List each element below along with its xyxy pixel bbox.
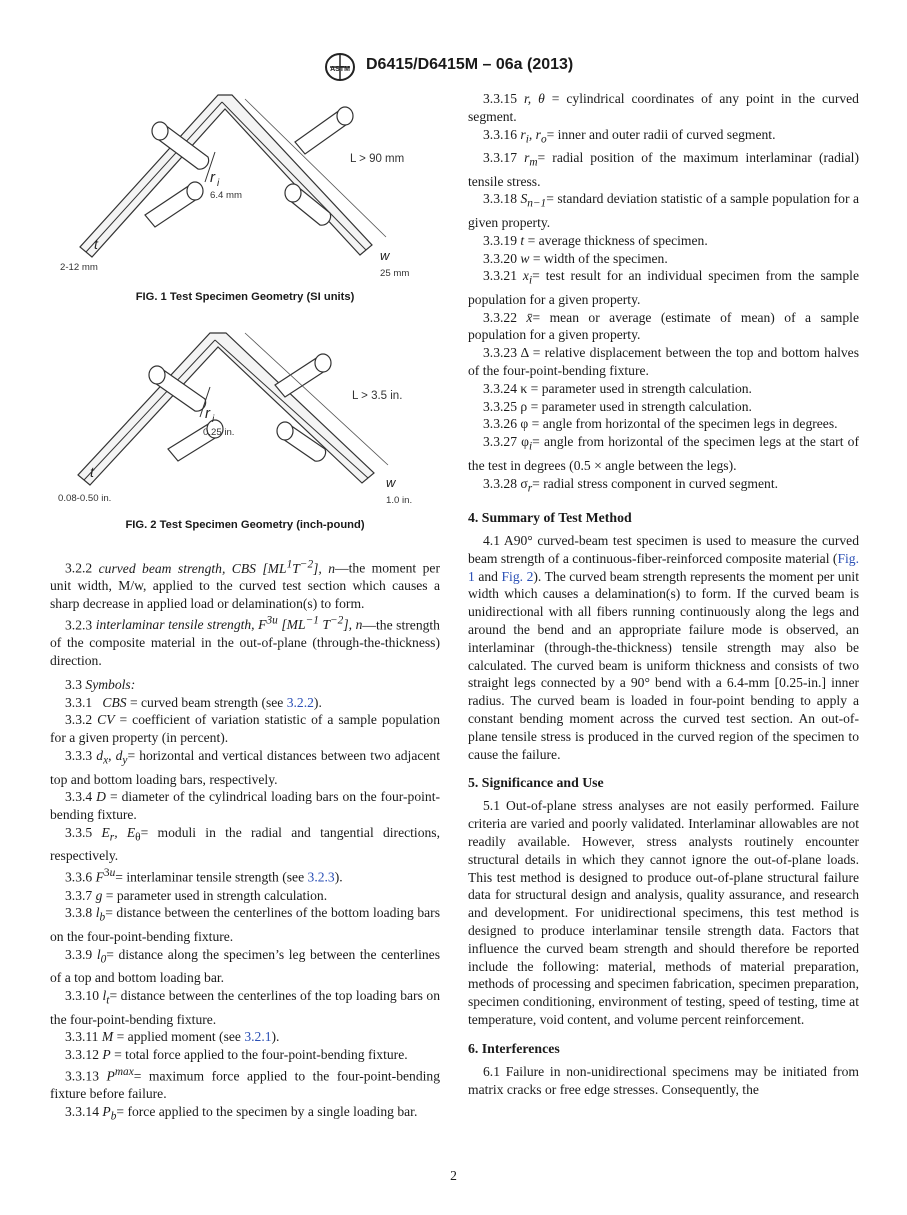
fig1-thickness-value: 2-12 mm bbox=[60, 262, 98, 273]
fig1-radius-symbol: r bbox=[210, 169, 215, 186]
section-4-heading: 4. Summary of Test Method bbox=[468, 510, 632, 526]
section-5-heading: 5. Significance and Use bbox=[468, 775, 604, 791]
symbol-3-3-4: 3.3.4 D = diameter of the cylindrical loading bars on the four-point-bending fixture. bbox=[50, 789, 440, 823]
symbol-3-3-18: 3.3.18 $S_{n-1}=$ standard deviation statistic of a sample population for a given property. bbox=[468, 191, 859, 230]
fig1-thickness-symbol: t bbox=[94, 236, 98, 252]
para-5-1: 5.1 Out-of-plane stress analyses are not easily performed. Failure criteria are varied and poorly validated. Interlaminar allowables are not readily available. However, stress analysts routinely encounter structural details in which they cannot ignore the out-of-plane loads. This test method is designed to produce out-of-plane structural failure data for structural design and analysis, quality assurance, and research and development. For unidirectional specimens, this test method is designed to produce interlaminar tensile strength data. Factors that influence the curved beam strength and should therefore be reported include the following: material, methods of material preparation, methods of processing and specimen fabrication, specimen preparation, specimen conditioning, environment of testing, speed of testing, time at temperature, void content, and volume percent reinforcement. bbox=[468, 798, 859, 1027]
symbol-3-3-15: 3.3.15 r, θ = cylindrical coordinates of any point in the curved segment. bbox=[468, 91, 859, 124]
fig1-width-value: 25 mm bbox=[380, 268, 410, 279]
symbol-3-3-25: 3.3.25 ρ = parameter used in strength calculation. bbox=[483, 398, 752, 414]
left-column bbox=[50, 87, 440, 1127]
symbol-3-3-9: 3.3.9 $l_0=$ distance along the specimen’s leg between the centerlines of a top and bottom loading bar. bbox=[50, 946, 440, 986]
symbol-3-3-5: 3.3.5 $E_r$, $E_\theta=$ moduli in the radial and tangential directions, respectively. bbox=[50, 824, 440, 864]
fig2-thickness-value: 0.08-0.50 in. bbox=[58, 493, 112, 504]
fig1-width-symbol: w bbox=[380, 248, 390, 263]
fig2-radius-sub: i bbox=[212, 414, 215, 425]
fig2-width-value: 1.0 in. bbox=[386, 495, 413, 506]
fig1-length-label: L > 90 mm bbox=[350, 153, 405, 165]
fig2-radius-value: 0.25 in. bbox=[203, 427, 235, 438]
page-header bbox=[0, 52, 907, 82]
symbol-3-3-21: 3.3.21 $x_i=$ test result for an individual specimen from the sample population for a given property. bbox=[468, 268, 859, 307]
fig2-thickness-symbol: t bbox=[90, 464, 94, 480]
para-3-2-3: 3.2.3 interlaminar tensile strength, $F^{3u}$ [$ML^{-1}$ $T^{-2}$], n—the strength of the composite material in the out-of-plane (through-the-thickness) direction. bbox=[50, 614, 440, 669]
link-fig-1[interactable]: Fig. 1 bbox=[468, 550, 859, 584]
symbol-3-3-22: 3.3.22 x̄= mean or average (estimate of mean) of a sample population for a given property. bbox=[468, 309, 859, 343]
figure-1-caption: FIG. 1 Test Specimen Geometry (SI units) bbox=[135, 291, 355, 303]
symbol-3-3-27: 3.3.27 $\varphi_i=$ angle from horizontal of the specimen legs at the start of the test in degrees (0.5 × angle between the legs). bbox=[468, 434, 859, 473]
astm-logo-icon bbox=[324, 52, 356, 82]
symbol-3-3-2: 3.3.2 CV = coefficient of variation statistic of a sample population for a given property (in percent). bbox=[50, 712, 441, 746]
figure-1 bbox=[50, 87, 440, 303]
fig1-radius-sub: i bbox=[217, 178, 220, 189]
right-column bbox=[468, 90, 859, 1098]
link-fig-2[interactable]: Fig. 2 bbox=[501, 568, 534, 584]
symbol-3-3-20: 3.3.20 w = width of the specimen. bbox=[483, 250, 668, 266]
figure-1-drawing bbox=[50, 87, 440, 287]
figure-2 bbox=[50, 325, 440, 531]
symbol-3-3-7: 3.3.7 g = parameter used in strength calculation. bbox=[65, 887, 328, 903]
symbol-3-3-24: 3.3.24 κ = parameter used in strength calculation. bbox=[483, 380, 752, 396]
fig2-length-label: L > 3.5 in. bbox=[352, 390, 403, 402]
symbol-3-3-1: 3.3.1 CBS = curved beam strength (see 3.2.2). bbox=[65, 694, 322, 710]
link-3-2-2[interactable]: 3.2.2 bbox=[286, 694, 314, 710]
fig1-radius-value: 6.4 mm bbox=[210, 190, 242, 201]
symbol-3-3-8: 3.3.8 $l_b=$ distance between the centerlines of the bottom loading bars on the four-point-bending fixture. bbox=[50, 905, 440, 944]
section-6-heading: 6. Interferences bbox=[468, 1040, 560, 1056]
astm-logo-text: ASTM bbox=[330, 66, 350, 73]
para-6-1: 6.1 Failure in non-unidirectional specimens may be initiated from matrix cracks or free edge stresses. Consequently, the bbox=[468, 1063, 859, 1097]
symbol-3-3-12: 3.3.12 P = total force applied to the four-point-bending fixture. bbox=[65, 1047, 408, 1063]
link-3-2-1[interactable]: 3.2.1 bbox=[244, 1029, 272, 1045]
page-number: 2 bbox=[450, 1168, 457, 1183]
symbol-3-3-28: 3.3.28 $\sigma_r=$ radial stress component in curved segment. bbox=[483, 475, 779, 495]
fig2-width-symbol: w bbox=[386, 475, 396, 490]
symbol-3-3-16: 3.3.16 $r_i$, $r_o=$ inner and outer radii of curved segment. bbox=[483, 126, 776, 146]
symbol-3-3-11: 3.3.11 M = applied moment (see 3.2.1). bbox=[65, 1029, 280, 1045]
para-3-3: 3.3 Symbols: bbox=[65, 676, 136, 692]
figure-2-drawing bbox=[50, 325, 440, 515]
symbol-3-3-6: 3.3.6 $F^{3u}=$ interlaminar tensile strength (see 3.2.3). bbox=[65, 867, 343, 885]
symbol-3-3-10: 3.3.10 $l_t=$ distance between the centerlines of the top loading bars on the four-point-bending fixture. bbox=[50, 988, 440, 1027]
symbol-3-3-23: 3.3.23 Δ = relative displacement between the top and bottom halves of the four-point-bending fixture. bbox=[468, 345, 859, 379]
symbol-3-3-13: 3.3.13 $P^{max}=$ maximum force applied to the four-point-bending fixture before failure. bbox=[50, 1065, 440, 1102]
para-4-1: 4.1 A90° curved-beam test specimen is used to measure the curved beam strength of a continuous-fiber-reinforced composite material (Fig. 1 and Fig. 2). The curved beam strength represents the moment per unit width which causes a delamination(s) to form. If the curved beam is unidirectional with all fibers running continuously along the legs and around the bend and an appropriate failure mode is observed, an interlaminar (through-the-thickness) tensile strength may also be calculated. The curved beam is uniform thickness and consists of two straight legs connected by a 90° bend with a 6.4-mm [0.25-in.] inner radius. The curved beam is loaded in four-point bending to apply a constant bending moment across the curved test section. An out-of-plane tensile stress is produced in the curved region of the specimen to cause the failure. bbox=[468, 533, 859, 762]
document-title: D6415/D6415M – 06a (2013) bbox=[366, 56, 574, 73]
symbol-3-3-26: 3.3.26 φ = angle from horizontal of the specimen legs in degrees. bbox=[483, 416, 838, 432]
figure-2-caption: FIG. 2 Test Specimen Geometry (inch-pound) bbox=[125, 519, 365, 531]
link-3-2-3[interactable]: 3.2.3 bbox=[307, 869, 335, 885]
symbol-3-3-14: 3.3.14 $P_b=$ force applied to the specimen by a single loading bar. bbox=[65, 1104, 418, 1123]
symbol-3-3-3: 3.3.3 $d_x$, $d_y=$ horizontal and vertical distances between two adjacent top and bottom loading bars, respectively. bbox=[50, 748, 440, 787]
symbol-3-3-17: 3.3.17 $r_m=$ radial position of the maximum interlaminar (radial) tensile stress. bbox=[468, 150, 859, 189]
fig2-radius-symbol: r bbox=[205, 405, 210, 422]
symbol-3-3-19: 3.3.19 t = average thickness of specimen. bbox=[483, 232, 708, 248]
para-3-2-2: 3.2.2 curved beam strength, CBS $[ML^1T^{-2}]$, n—the moment per unit width, M/w, applied to the curved test section which causes a sharp decrease in applied load or delamination(s) to form. bbox=[50, 558, 440, 612]
